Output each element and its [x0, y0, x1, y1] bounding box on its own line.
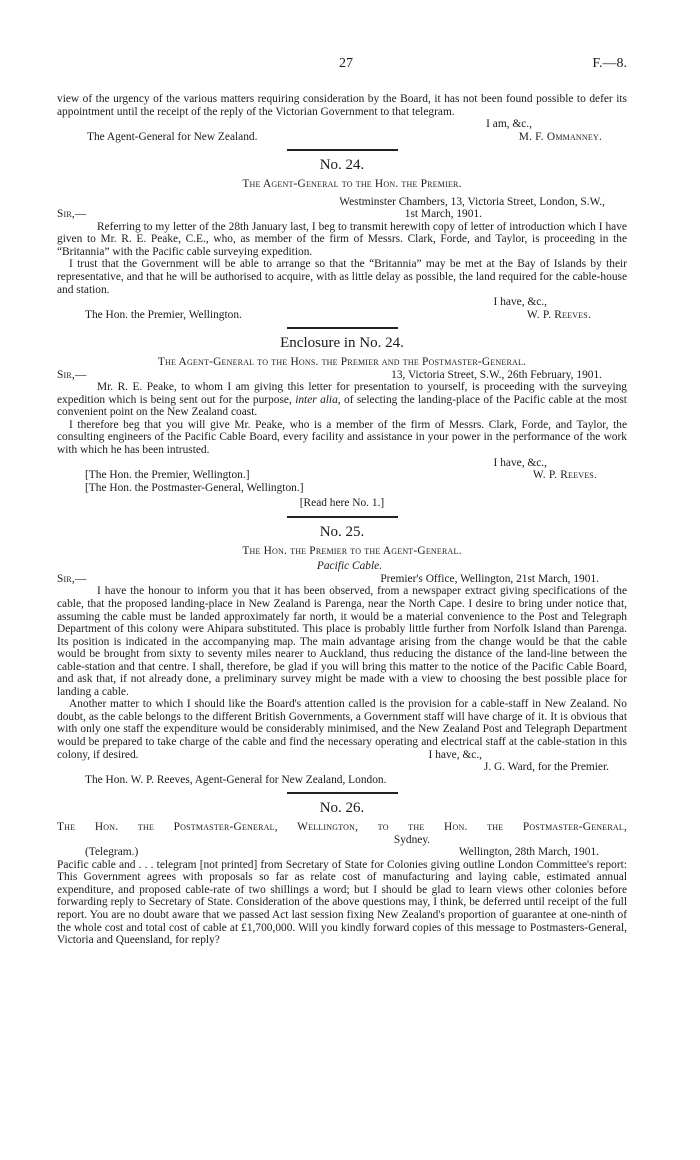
no25-salutation: Sir,—: [57, 572, 87, 585]
page-header: [57, 58, 627, 72]
no24-closing: I have, &c.,: [493, 296, 547, 309]
no25-paragraph-1: I have the honour to inform you that it has been observed, from a newspaper extract giving specifications of the cable, that the proposed landing-place in New Zealand is Parenga, near the North Cape. I desire to bring under notice that, assuming the cable must be landed approximately far north, it would be a material convenience to the Post and Telegraph Department of this colony were Ahipara substituted. This place is probably little further from Norfolk Island than Parenga. Its position is indicated in the accompanying map. The main advantage arising from the change would be that the cable would be brought from sixty to seventy miles nearer to Auckland, thus reducing the distance of the land-line between the cable-station and that centre. I shall, therefore, be glad if you will bring this matter to the notice of the Pacific Cable Board, and ask that, if not already done, a preliminary survey might be made with a view to choosing the best possible place for landing a cable.: [57, 585, 627, 698]
enclosure24-date: 13, Victoria Street, S.W., 26th February, 1901.: [391, 368, 602, 381]
no24-heading: No. 24.: [319, 157, 365, 174]
intro-addressee: The Agent-General for New Zealand.: [87, 130, 258, 143]
no25-salutation-row: [57, 573, 627, 586]
enclosure24-salutation: Sir,—: [57, 368, 87, 381]
intro-closing: I am, &c.,: [486, 118, 532, 131]
no26-subtitle-line-1: The Hon. the Postmaster-General, Wellington, to the Hon. the Postmaster-General,: [57, 821, 627, 834]
no26-kind-row: [57, 846, 627, 859]
enclosure24-heading: Enclosure in No. 24.: [280, 335, 404, 352]
enclosure24-paragraph-1: Mr. R. E. Peake, to whom I am giving this letter for presentation to yourself, is proceeding with the surveying expedition which is being sent out for the purpose, inter alia, of selecting the landing-place of the Pacific cable at the most convenient point on the New Zealand coast.: [57, 381, 627, 419]
no25-date: Premier's Office, Wellington, 21st March, 1901.: [380, 572, 599, 585]
enclosure24-note: [Read here No. 1.]: [299, 497, 385, 510]
section-rule: [287, 792, 398, 794]
no24-sign-row: [57, 309, 627, 322]
no25-addressee: The Hon. W. P. Reeves, Agent-General for New Zealand, London.: [85, 773, 387, 786]
no25-signature: J. G. Ward, for the Premier.: [483, 761, 609, 774]
no25-closing: I have, &c.,: [428, 748, 482, 761]
enclosure24-signature: W. P. Reeves.: [532, 469, 597, 482]
page-number: 27: [339, 56, 353, 71]
no24-addressee: The Hon. the Premier, Wellington.: [85, 308, 242, 321]
enclosure24-sign-row: [57, 469, 627, 482]
no24-salutation-row: [57, 208, 627, 221]
no26-subtitle-line-2: Sydney.: [393, 833, 431, 846]
enclosure24-addressee-1: [The Hon. the Premier, Wellington.]: [85, 469, 250, 482]
intro-paragraph: view of the urgency of the various matters requiring consideration by the Board, it has not been found possible to defer its appointment until the receipt of the reply of the Victorian Government to that telegram.: [57, 93, 627, 118]
no25-subtitle: The Hon. the Premier to the Agent-General.: [242, 544, 462, 557]
no24-subtitle: The Agent-General to the Hon. the Premier.: [242, 178, 462, 191]
no26-kind: (Telegram.): [85, 846, 139, 859]
no24-salutation: Sir,—: [57, 208, 87, 221]
no24-paragraph-2: I trust that the Government will be able to arrange so that the “Britannia” may be met at the Bay of Islands by their representative, and that he will be authorised to acquire, with as little delay as possible, the land required for the cable-house and station.: [57, 258, 627, 296]
no25-paragraph-2: Another matter to which I should like the Board's attention called is the provision for a cable-staff in New Zealand. No doubt, as the cable belongs to the different British Governments, a Government staff will have charge of it. It is obvious that with only one staff the expenditure would be considerably minimised, and the New Zealand Post and Telegraph Department would be prepared to take charge of the cable and find the necessary operating and electrical staff at the cable-station in this colony, if desired.: [57, 698, 627, 761]
no24-signature: W. P. Reeves.: [526, 308, 591, 321]
no25-heading: No. 25.: [319, 523, 365, 540]
intro-sign-row: [57, 131, 627, 144]
no26-paragraph-1: Pacific cable and . . . telegram [not printed] from Secretary of State for Colonies giving outline London Committee's report: This Government agrees with proposals so far as relate cost of manufacturing and laying cable, estimated annual expenditure, and proposed cable-rate of two shillings a word; but I should be glad to learn views other colonies before forwarding reply to Secretary of State. Consideration of the above questions may, I think, be deferred until receipt of the full report. You are no doubt aware that we passed Act last session fixing New Zealand's proportion of guarantee at one-ninth of the whole cost and total cost of cable at £1,700,000. Will you kindly forward copies of this message to Postmasters-General, Victoria and Queensland, for reply?: [57, 858, 627, 947]
enclosure24-subtitle: The Agent-General to the Hons. the Premier and the Postmaster-General.: [157, 356, 527, 369]
paper-id: F.—8.: [592, 56, 627, 71]
section-rule: [287, 516, 398, 518]
enclosure24-closing: I have, &c.,: [493, 456, 547, 469]
enclosure24-addressee-2: [The Hon. the Postmaster-General, Wellington.]: [85, 481, 304, 494]
section-rule: [287, 149, 398, 151]
section-rule: [287, 327, 398, 329]
no26-date: Wellington, 28th March, 1901.: [458, 846, 599, 859]
enclosure24-paragraph-2: I therefore beg that you will give Mr. Peake, who is a member of the firm of Messrs. Clark, Forde, and Taylor, the consulting engineers of the Pacific Cable Board, every facility and assistance in your power in the performance of the work with which he has been intrusted.: [57, 418, 627, 457]
no26-heading: No. 26.: [319, 800, 365, 817]
no24-paragraph-1: Referring to my letter of the 28th January last, I beg to transmit herewith copy of letter of introduction which I have given to Mr. R. E. Peake, C.E., who, as member of the firm of Messrs. Clark, Forde, and Taylor, is proceeding in the “Britannia” with the Pacific cable surveying expedition.: [57, 220, 627, 258]
no24-address: Westminster Chambers, 13, Victoria Street, London, S.W.,: [339, 195, 605, 208]
no24-date: 1st March, 1901.: [404, 208, 482, 221]
document-body: [57, 93, 627, 947]
enclosure24-salutation-row: [57, 369, 627, 382]
intro-signature: M. F. Ommanney.: [518, 130, 602, 143]
no25-topic: Pacific Cable.: [316, 560, 383, 573]
